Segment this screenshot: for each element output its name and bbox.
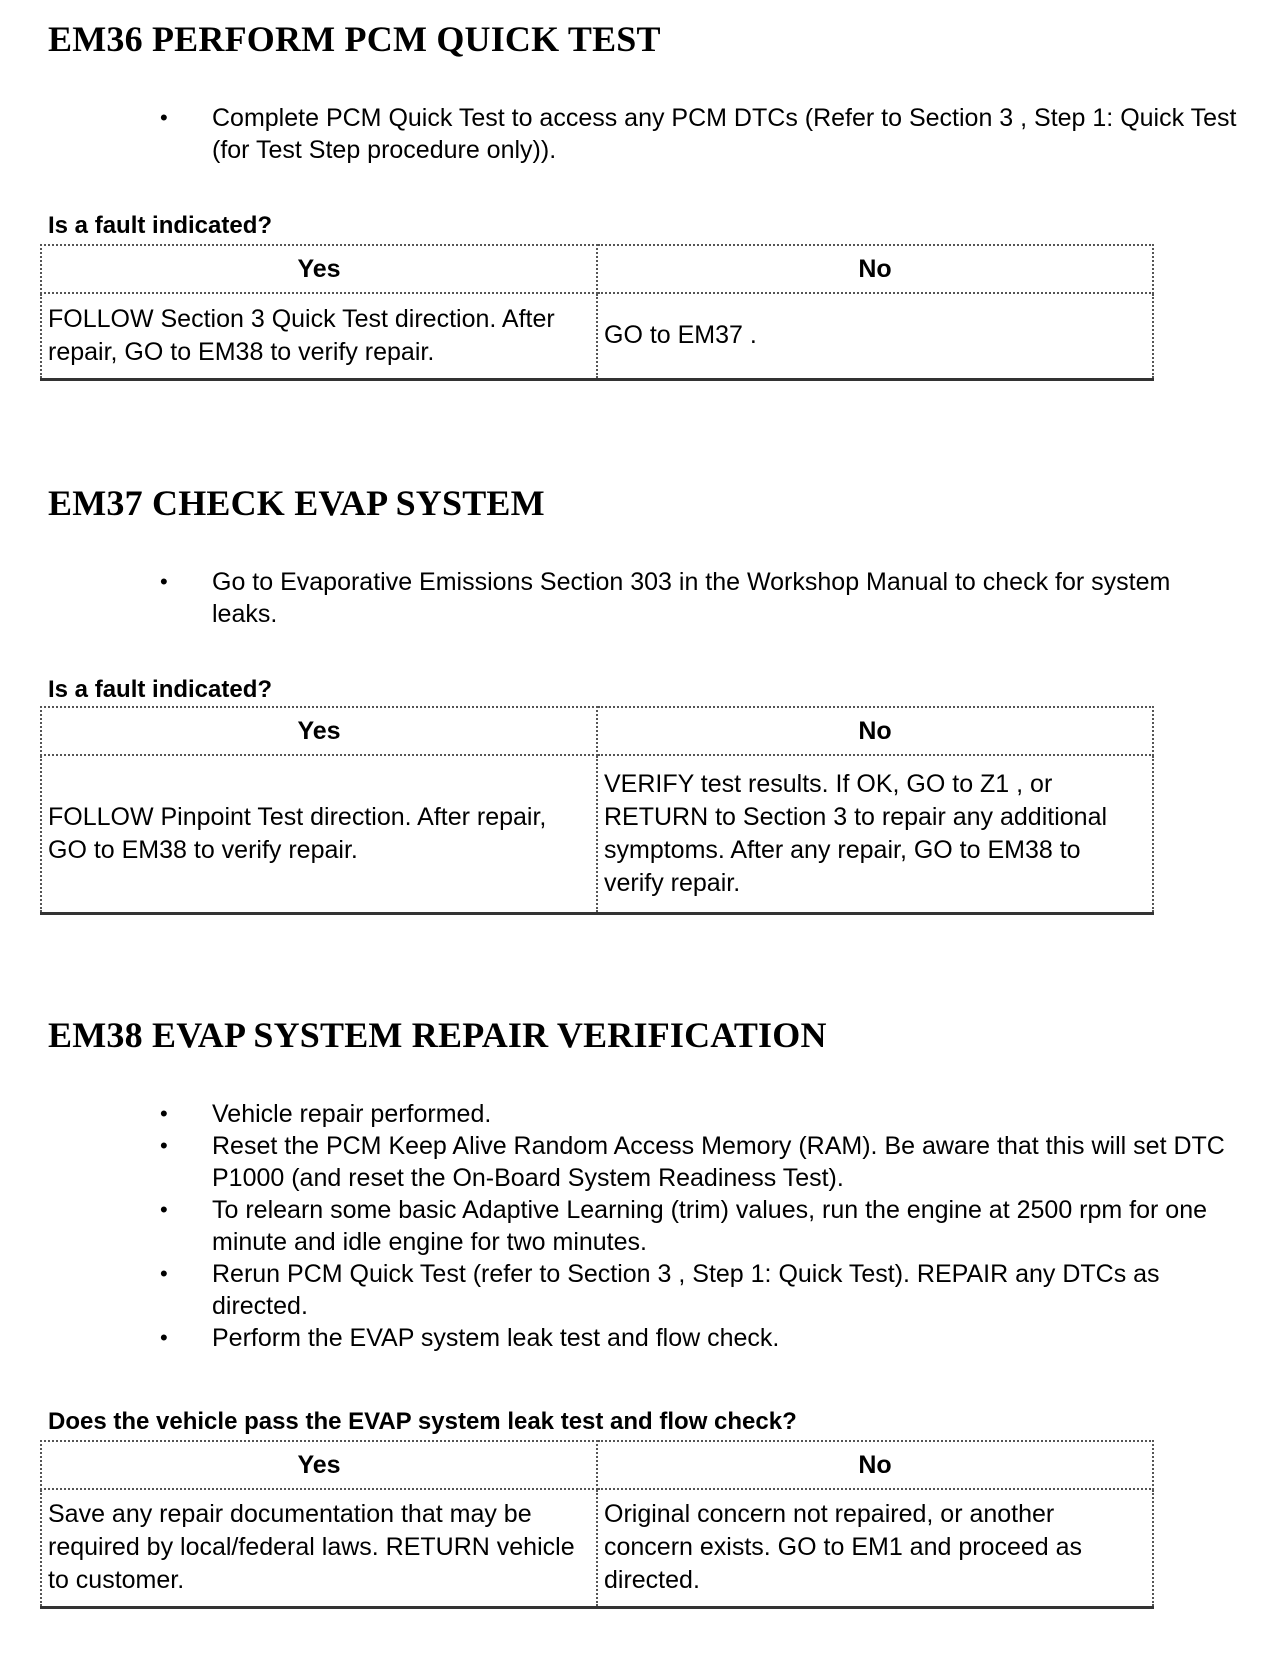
bullet-item: • Reset the PCM Keep Alive Random Access Memory (RAM). Be aware that this will set DTC P1000 (and reset the On-Board System Readiness Test). — [160, 1130, 1240, 1194]
yes-cell: FOLLOW Section 3 Quick Test direction. After repair, GO to EM38 to verify repair. — [41, 293, 597, 379]
bullet-item: • To relearn some basic Adaptive Learning (trim) values, run the engine at 2500 rpm for one minute and idle engine for two minutes. — [160, 1194, 1240, 1258]
bullet-list-em37 — [160, 566, 1240, 630]
no-cell: GO to EM37 . — [597, 293, 1153, 379]
yes-header: Yes — [41, 1441, 597, 1489]
bullet-list-em38 — [160, 1098, 1240, 1354]
bullet-list-em36 — [160, 102, 1240, 166]
decision-table-em37 — [40, 706, 1154, 915]
decision-table-em36 — [40, 244, 1154, 381]
section-title-em38: EM38 EVAP SYSTEM REPAIR VERIFICATION — [48, 1015, 827, 1055]
no-header: No — [597, 707, 1153, 755]
no-header: No — [597, 245, 1153, 293]
yes-header: Yes — [41, 245, 597, 293]
yes-cell: FOLLOW Pinpoint Test direction. After repair, GO to EM38 to verify repair. — [41, 755, 597, 913]
section-title-em36: EM36 PERFORM PCM QUICK TEST — [48, 19, 661, 59]
bullet-item: • Rerun PCM Quick Test (refer to Section 3 , Step 1: Quick Test). REPAIR any DTCs as directed. — [160, 1258, 1240, 1322]
question-em37: Is a fault indicated? — [48, 676, 273, 703]
question-em36: Is a fault indicated? — [48, 212, 273, 239]
decision-table-em38 — [40, 1440, 1154, 1609]
bullet-item: • Perform the EVAP system leak test and flow check. — [160, 1322, 1240, 1354]
yes-cell: Save any repair documentation that may be required by local/federal laws. RETURN vehicle to customer. — [41, 1489, 597, 1607]
bullet-item: • Vehicle repair performed. — [160, 1098, 1240, 1130]
yes-header: Yes — [41, 707, 597, 755]
bullet-item: • Go to Evaporative Emissions Section 303 in the Workshop Manual to check for system leaks. — [160, 566, 1240, 630]
bullet-item: • Complete PCM Quick Test to access any PCM DTCs (Refer to Section 3 , Step 1: Quick Test (for Test Step procedure only)). — [160, 102, 1240, 166]
no-cell: Original concern not repaired, or another concern exists. GO to EM1 and proceed as directed. — [597, 1489, 1153, 1607]
no-cell: VERIFY test results. If OK, GO to Z1 , or RETURN to Section 3 to repair any additional symptoms. After any repair, GO to EM38 to verify repair. — [597, 755, 1153, 913]
no-header: No — [597, 1441, 1153, 1489]
question-em38: Does the vehicle pass the EVAP system leak test and flow check? — [48, 1408, 797, 1435]
section-title-em37: EM37 CHECK EVAP SYSTEM — [48, 483, 545, 523]
